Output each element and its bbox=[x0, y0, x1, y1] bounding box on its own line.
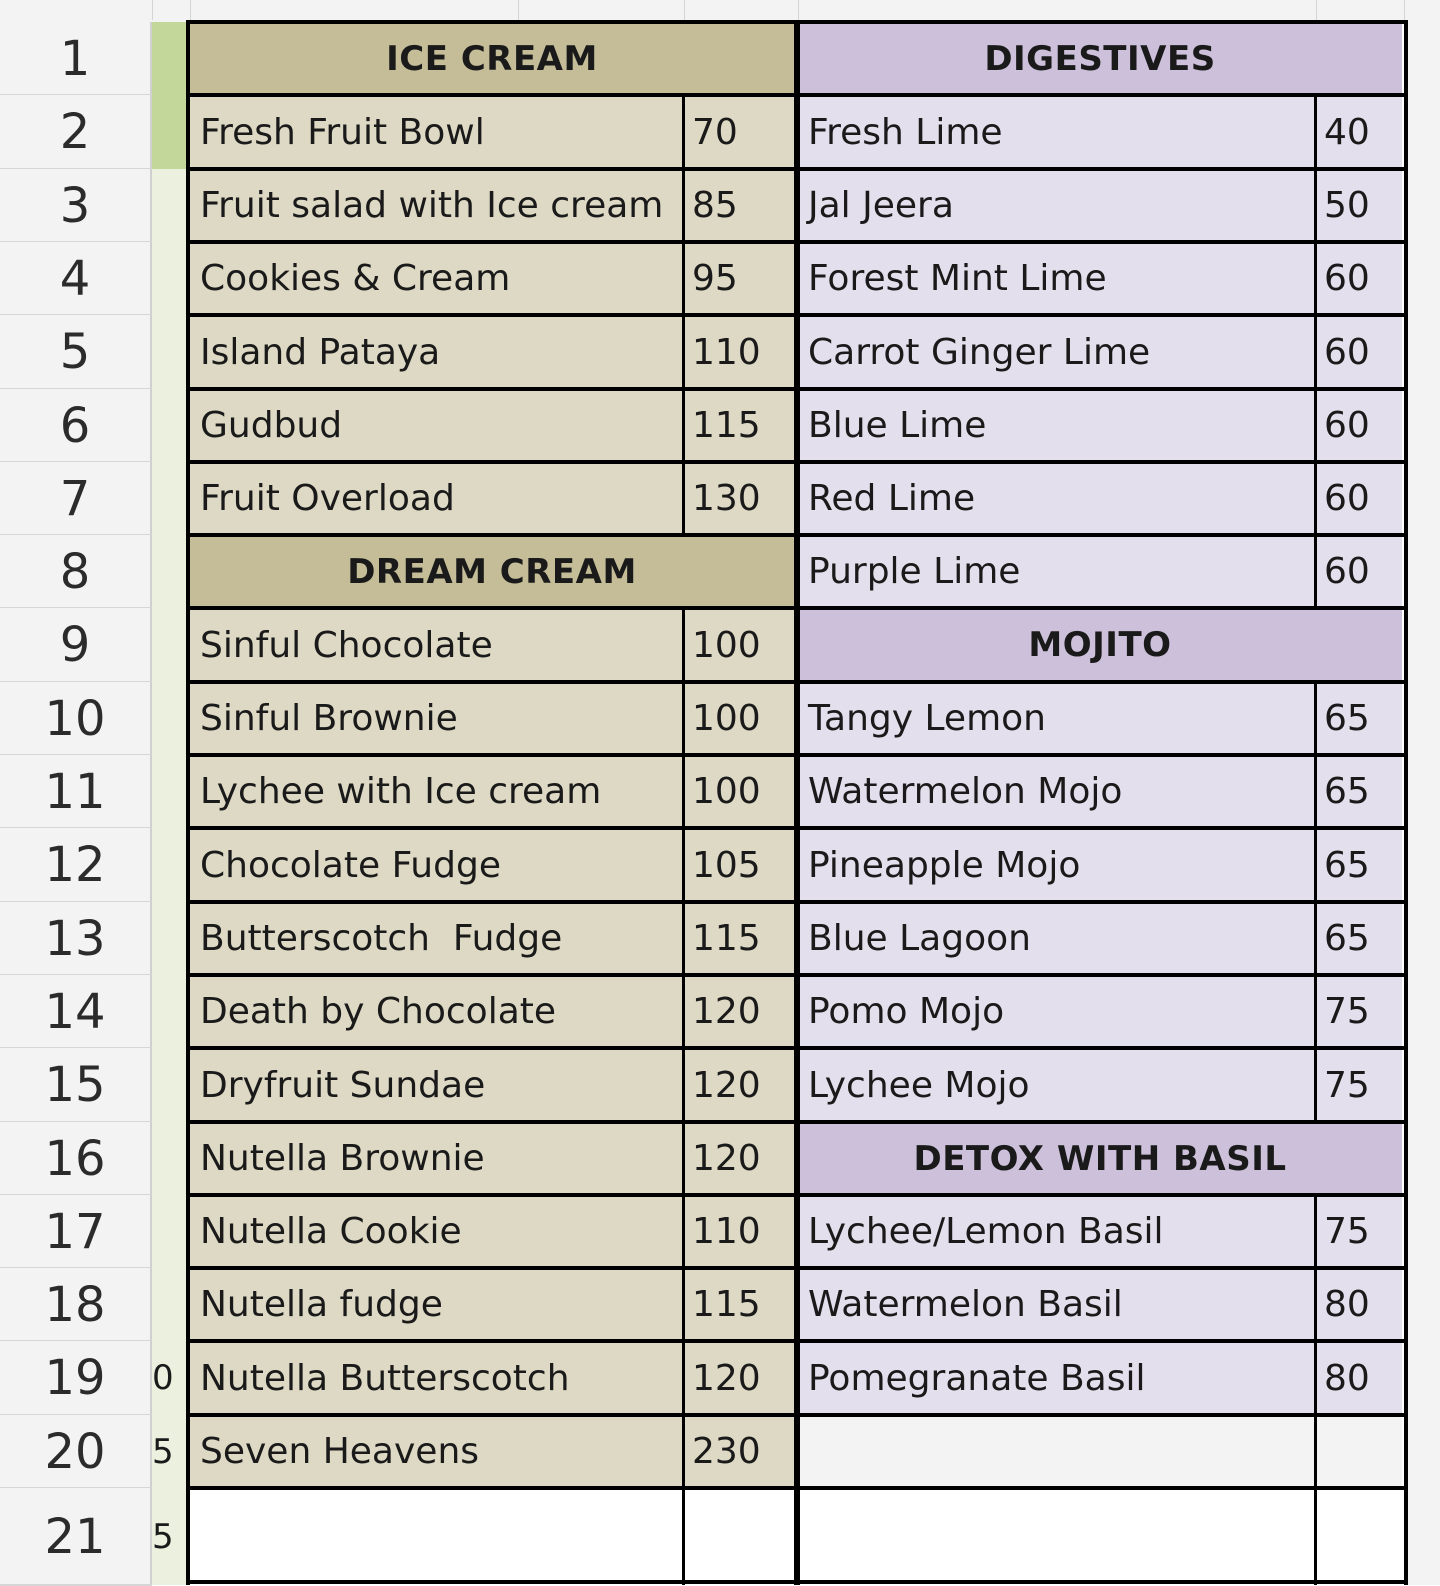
row-header-14[interactable]: 14 bbox=[0, 975, 152, 1048]
ice-cream-item-name[interactable]: Gudbud bbox=[190, 389, 684, 462]
row-header-17[interactable]: 17 bbox=[0, 1195, 152, 1268]
mojito-item-name[interactable]: Tangy Lemon bbox=[798, 682, 1316, 755]
dream-cream-item-name[interactable]: Nutella Butterscotch bbox=[190, 1341, 684, 1415]
mojito-item-name[interactable]: Lychee Mojo bbox=[798, 1048, 1316, 1122]
column-header-strip[interactable] bbox=[0, 0, 1440, 22]
dream-cream-item-name[interactable]: Nutella Brownie bbox=[190, 1122, 684, 1195]
dream-cream-item-price[interactable]: 120 bbox=[684, 1341, 794, 1415]
empty-cell[interactable] bbox=[1316, 1415, 1402, 1488]
dream-cream-item-price[interactable]: 105 bbox=[684, 828, 794, 902]
row-header-7[interactable]: 7 bbox=[0, 462, 152, 535]
border-line bbox=[186, 460, 798, 464]
border-line bbox=[186, 387, 798, 391]
detox-item-name[interactable]: Watermelon Basil bbox=[798, 1268, 1316, 1341]
border-line bbox=[1314, 682, 1317, 1122]
column-b-cell[interactable] bbox=[152, 608, 188, 682]
digestives-header[interactable]: DIGESTIVES bbox=[798, 22, 1402, 95]
border-line bbox=[186, 826, 798, 830]
digestives-item-name[interactable]: Forest Mint Lime bbox=[798, 242, 1316, 315]
border-line bbox=[186, 533, 798, 537]
digestives-item-name[interactable]: Jal Jeera bbox=[798, 169, 1316, 242]
digestives-item-price[interactable]: 60 bbox=[1316, 242, 1402, 315]
border-line bbox=[186, 20, 190, 1585]
column-b-cell[interactable] bbox=[152, 828, 188, 902]
column-b-cell[interactable] bbox=[152, 975, 188, 1048]
border-line bbox=[186, 680, 798, 684]
border-line bbox=[797, 22, 800, 1585]
mojito-item-price[interactable]: 65 bbox=[1316, 755, 1402, 828]
border-line bbox=[186, 1486, 798, 1490]
border-line bbox=[682, 95, 685, 535]
column-b-cell[interactable] bbox=[152, 1195, 188, 1268]
empty-cell[interactable] bbox=[1316, 1488, 1402, 1585]
border-line bbox=[1314, 1195, 1317, 1585]
row-header-19[interactable]: 19 bbox=[0, 1341, 152, 1415]
column-b-cell[interactable] bbox=[152, 389, 188, 462]
border-line bbox=[186, 753, 798, 757]
row-header-15[interactable]: 15 bbox=[0, 1048, 152, 1122]
row-header-3[interactable]: 3 bbox=[0, 169, 152, 242]
digestives-item-name[interactable]: Purple Lime bbox=[798, 535, 1316, 608]
column-b-cell[interactable] bbox=[152, 95, 188, 169]
border-line bbox=[186, 1413, 798, 1417]
mojito-item-price[interactable]: 75 bbox=[1316, 1048, 1402, 1122]
dream-cream-item-price[interactable]: 120 bbox=[684, 1048, 794, 1122]
empty-cell[interactable] bbox=[190, 1488, 684, 1585]
border-line bbox=[186, 313, 798, 317]
column-header-divider bbox=[798, 0, 799, 20]
ice-cream-item-name[interactable]: Fruit Overload bbox=[190, 462, 684, 535]
border-line bbox=[186, 1046, 798, 1050]
detox-item-name[interactable]: Lychee/Lemon Basil bbox=[798, 1195, 1316, 1268]
detox-header[interactable]: DETOX WITH BASIL bbox=[798, 1122, 1402, 1195]
border-line bbox=[186, 1193, 798, 1197]
dream-cream-item-name[interactable]: Butterscotch Fudge bbox=[190, 902, 684, 975]
ice-cream-item-price[interactable]: 115 bbox=[684, 389, 794, 462]
row-header-9[interactable]: 9 bbox=[0, 608, 152, 682]
mojito-item-name[interactable]: Pomo Mojo bbox=[798, 975, 1316, 1048]
empty-cell[interactable] bbox=[684, 1488, 794, 1585]
border-line bbox=[186, 93, 798, 97]
dream-cream-item-price[interactable]: 100 bbox=[684, 682, 794, 755]
detox-item-name[interactable]: Pomegranate Basil bbox=[798, 1341, 1316, 1415]
empty-cell[interactable] bbox=[798, 1488, 1316, 1585]
row-header-11[interactable]: 11 bbox=[0, 755, 152, 828]
digestives-item-name[interactable]: Carrot Ginger Lime bbox=[798, 315, 1316, 389]
ice-cream-item-price[interactable]: 95 bbox=[684, 242, 794, 315]
dream-cream-item-name[interactable]: Nutella fudge bbox=[190, 1268, 684, 1341]
digestives-item-name[interactable]: Fresh Lime bbox=[798, 95, 1316, 169]
border-line bbox=[1404, 20, 1408, 1585]
dream-cream-item-price[interactable]: 115 bbox=[684, 902, 794, 975]
dream-cream-item-name[interactable]: Nutella Cookie bbox=[190, 1195, 684, 1268]
row-header-20[interactable]: 20 bbox=[0, 1415, 152, 1488]
column-b-cell[interactable] bbox=[152, 1048, 188, 1122]
mojito-item-price[interactable]: 65 bbox=[1316, 902, 1402, 975]
mojito-header[interactable]: MOJITO bbox=[798, 608, 1402, 682]
border-line bbox=[186, 1339, 798, 1343]
row-header-16[interactable]: 16 bbox=[0, 1122, 152, 1195]
dream-cream-item-name[interactable]: Chocolate Fudge bbox=[190, 828, 684, 902]
ice-cream-item-name[interactable]: Fruit salad with Ice cream bbox=[190, 169, 684, 242]
dream-cream-item-price[interactable]: 230 bbox=[684, 1415, 794, 1488]
border-line bbox=[186, 1120, 798, 1124]
ice-cream-item-price[interactable]: 85 bbox=[684, 169, 794, 242]
row-header-12[interactable]: 12 bbox=[0, 828, 152, 902]
digestives-item-price[interactable]: 60 bbox=[1316, 315, 1402, 389]
row-header-21[interactable]: 21 bbox=[0, 1488, 152, 1585]
ice-cream-item-name[interactable]: Cookies & Cream bbox=[190, 242, 684, 315]
mojito-item-price[interactable]: 65 bbox=[1316, 682, 1402, 755]
column-header-divider bbox=[1404, 0, 1405, 20]
border-line bbox=[1314, 95, 1317, 608]
column-b-cell[interactable] bbox=[152, 315, 188, 389]
digestives-item-price[interactable]: 60 bbox=[1316, 389, 1402, 462]
border-line bbox=[186, 1266, 798, 1270]
column-b-cell[interactable] bbox=[152, 755, 188, 828]
row-header-1[interactable]: 1 bbox=[0, 22, 152, 95]
row-header-2[interactable]: 2 bbox=[0, 95, 152, 169]
mojito-item-price[interactable]: 75 bbox=[1316, 975, 1402, 1048]
column-header-divider bbox=[684, 0, 685, 20]
row-header-5[interactable]: 5 bbox=[0, 315, 152, 389]
detox-item-price[interactable]: 75 bbox=[1316, 1195, 1402, 1268]
border-line bbox=[186, 606, 798, 610]
ice-cream-item-price[interactable]: 110 bbox=[684, 315, 794, 389]
empty-cell[interactable] bbox=[798, 1415, 1316, 1488]
empty-cell[interactable] bbox=[1406, 22, 1440, 1585]
dream-cream-item-name[interactable]: Death by Chocolate bbox=[190, 975, 684, 1048]
column-b-cell[interactable] bbox=[152, 22, 188, 95]
ice-cream-item-price[interactable]: 70 bbox=[684, 95, 794, 169]
column-header-divider bbox=[518, 0, 519, 20]
dream-cream-item-name[interactable]: Sinful Brownie bbox=[190, 682, 684, 755]
dream-cream-item-price[interactable]: 100 bbox=[684, 755, 794, 828]
digestives-item-price[interactable]: 50 bbox=[1316, 169, 1402, 242]
row-header-8[interactable]: 8 bbox=[0, 535, 152, 608]
digestives-item-price[interactable]: 60 bbox=[1316, 535, 1402, 608]
row-header-10[interactable]: 10 bbox=[0, 682, 152, 755]
column-b-cell[interactable] bbox=[152, 682, 188, 755]
column-b-cell[interactable] bbox=[152, 1122, 188, 1195]
border-line bbox=[186, 240, 798, 244]
dream-cream-item-name[interactable]: Lychee with Ice cream bbox=[190, 755, 684, 828]
border-line bbox=[186, 1580, 798, 1584]
digestives-item-name[interactable]: Blue Lime bbox=[798, 389, 1316, 462]
dream-cream-item-price[interactable]: 115 bbox=[684, 1268, 794, 1341]
column-header-divider bbox=[190, 0, 191, 20]
border-line bbox=[682, 608, 685, 1585]
digestives-item-name[interactable]: Red Lime bbox=[798, 462, 1316, 535]
mojito-item-name[interactable]: Pineapple Mojo bbox=[798, 828, 1316, 902]
column-b-cell[interactable] bbox=[152, 1268, 188, 1341]
border-line bbox=[796, 20, 1408, 24]
column-b-cell[interactable]: 5 bbox=[152, 1415, 188, 1488]
ice-cream-item-name[interactable]: Fresh Fruit Bowl bbox=[190, 95, 684, 169]
column-b-cell[interactable] bbox=[152, 462, 188, 535]
ice-cream-item-price[interactable]: 130 bbox=[684, 462, 794, 535]
dream-cream-item-price[interactable]: 120 bbox=[684, 975, 794, 1048]
border-line bbox=[186, 900, 798, 904]
mojito-item-name[interactable]: Watermelon Mojo bbox=[798, 755, 1316, 828]
dream-cream-item-name[interactable]: Sinful Chocolate bbox=[190, 608, 684, 682]
dream-cream-item-price[interactable]: 110 bbox=[684, 1195, 794, 1268]
border-line bbox=[186, 167, 798, 171]
border-line bbox=[186, 20, 798, 24]
mojito-item-price[interactable]: 65 bbox=[1316, 828, 1402, 902]
column-b-cell[interactable] bbox=[152, 242, 188, 315]
row-header-6[interactable]: 6 bbox=[0, 389, 152, 462]
row-header-4[interactable]: 4 bbox=[0, 242, 152, 315]
dream-cream-item-name[interactable]: Seven Heavens bbox=[190, 1415, 684, 1488]
detox-item-price[interactable]: 80 bbox=[1316, 1268, 1402, 1341]
column-header-divider bbox=[1316, 0, 1317, 20]
row-header-18[interactable]: 18 bbox=[0, 1268, 152, 1341]
dream-cream-item-price[interactable]: 120 bbox=[684, 1122, 794, 1195]
row-header-13[interactable]: 13 bbox=[0, 902, 152, 975]
column-header-divider bbox=[152, 0, 153, 20]
ice-cream-header[interactable]: ICE CREAM bbox=[190, 22, 794, 95]
column-b-cell[interactable]: 0 bbox=[152, 1341, 188, 1415]
detox-item-price[interactable]: 80 bbox=[1316, 1341, 1402, 1415]
border-line bbox=[186, 973, 798, 977]
mojito-item-name[interactable]: Blue Lagoon bbox=[798, 902, 1316, 975]
ice-cream-item-name[interactable]: Island Pataya bbox=[190, 315, 684, 389]
dream-cream-header[interactable]: DREAM CREAM bbox=[190, 535, 794, 608]
column-b-cell[interactable] bbox=[152, 535, 188, 608]
dream-cream-item-price[interactable]: 100 bbox=[684, 608, 794, 682]
digestives-item-price[interactable]: 40 bbox=[1316, 95, 1402, 169]
dream-cream-item-name[interactable]: Dryfruit Sundae bbox=[190, 1048, 684, 1122]
digestives-item-price[interactable]: 60 bbox=[1316, 462, 1402, 535]
column-b-cell[interactable]: 5 bbox=[152, 1488, 188, 1585]
column-b-cell[interactable] bbox=[152, 169, 188, 242]
column-b-cell[interactable] bbox=[152, 902, 188, 975]
